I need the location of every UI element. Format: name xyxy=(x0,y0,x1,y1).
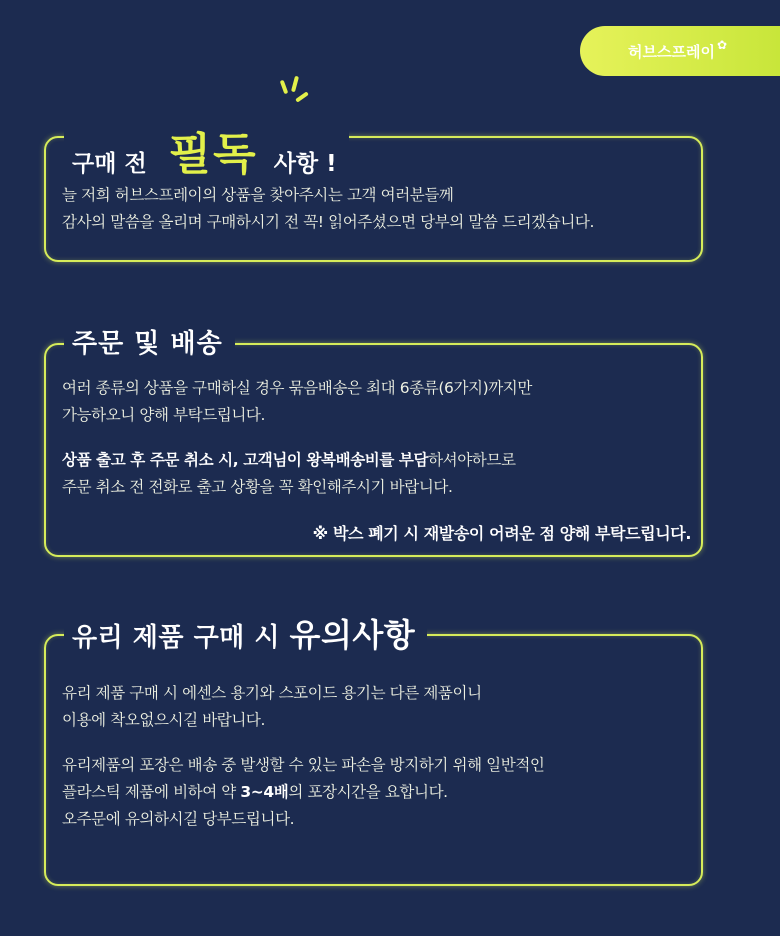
leaf-icon: ✿ xyxy=(716,38,728,52)
body-line: 주문 취소 전 전화로 출고 상황을 꼭 확인해주시기 바랍니다. xyxy=(62,478,453,496)
body-line: 플라스틱 제품에 비하여 약 3~4배의 포장시간을 요합니다. xyxy=(62,783,448,801)
brand-name: 허브스프레이 xyxy=(628,42,715,61)
notice-box-glass-products xyxy=(44,616,703,886)
box-disposal-note: ※ 박스 폐기 시 재발송이 어려운 점 양해 부탁드립니다. xyxy=(312,524,691,543)
emphasis-text: 3~4배 xyxy=(240,783,289,801)
body-line: 오주문에 유의하시길 당부드립니다. xyxy=(62,810,295,828)
title-part-after: 사항 ! xyxy=(273,151,337,177)
body-line: 유리제품의 포장은 배송 중 발생할 수 있는 파손을 방지하기 위해 일반적인 xyxy=(62,756,545,774)
body-line: 유리 제품 구매 시 에센스 용기와 스포이드 용기는 다른 제품이니 xyxy=(62,684,482,702)
emphasis-text: 상품 출고 후 주문 취소 시, 고객님이 왕복배송비를 부담 xyxy=(62,451,429,469)
title-part-emphasis: 유의사항 xyxy=(289,616,416,654)
section-title-glass-products xyxy=(64,610,427,656)
brand-tab xyxy=(580,26,780,76)
notice-box-must-read xyxy=(44,129,703,262)
body-line: 가능하오니 양해 부탁드립니다. xyxy=(62,406,266,424)
body-line: 여러 종류의 상품을 구매하실 경우 묶음배송은 최대 6종류(6가지)까지만 xyxy=(62,379,532,397)
title-part-before: 구매 전 xyxy=(72,151,147,177)
section-title-must-read xyxy=(64,114,349,178)
order-shipping-body xyxy=(62,375,691,501)
section-title-order-shipping: 주문 및 배송 xyxy=(64,323,235,360)
body-line: 감사의 말씀을 올리며 구매하시기 전 꼭! 읽어주셨으면 당부의 말씀 드리겠습니다. xyxy=(62,213,594,231)
body-line: 상품 출고 후 주문 취소 시, 고객님이 왕복배송비를 부담하셔야하므로 xyxy=(62,451,516,469)
glass-products-body xyxy=(62,680,691,833)
body-line: 이용에 착오없으시길 바랍니다. xyxy=(62,711,266,729)
body-line: 늘 저희 허브스프레이의 상품을 찾아주시는 고객 여러분들께 xyxy=(62,186,454,204)
must-read-body xyxy=(62,182,594,236)
title-highlight: 필독 xyxy=(168,129,258,180)
notice-box-order-shipping xyxy=(44,329,703,557)
title-part-before: 유리 제품 구매 시 xyxy=(72,623,280,653)
